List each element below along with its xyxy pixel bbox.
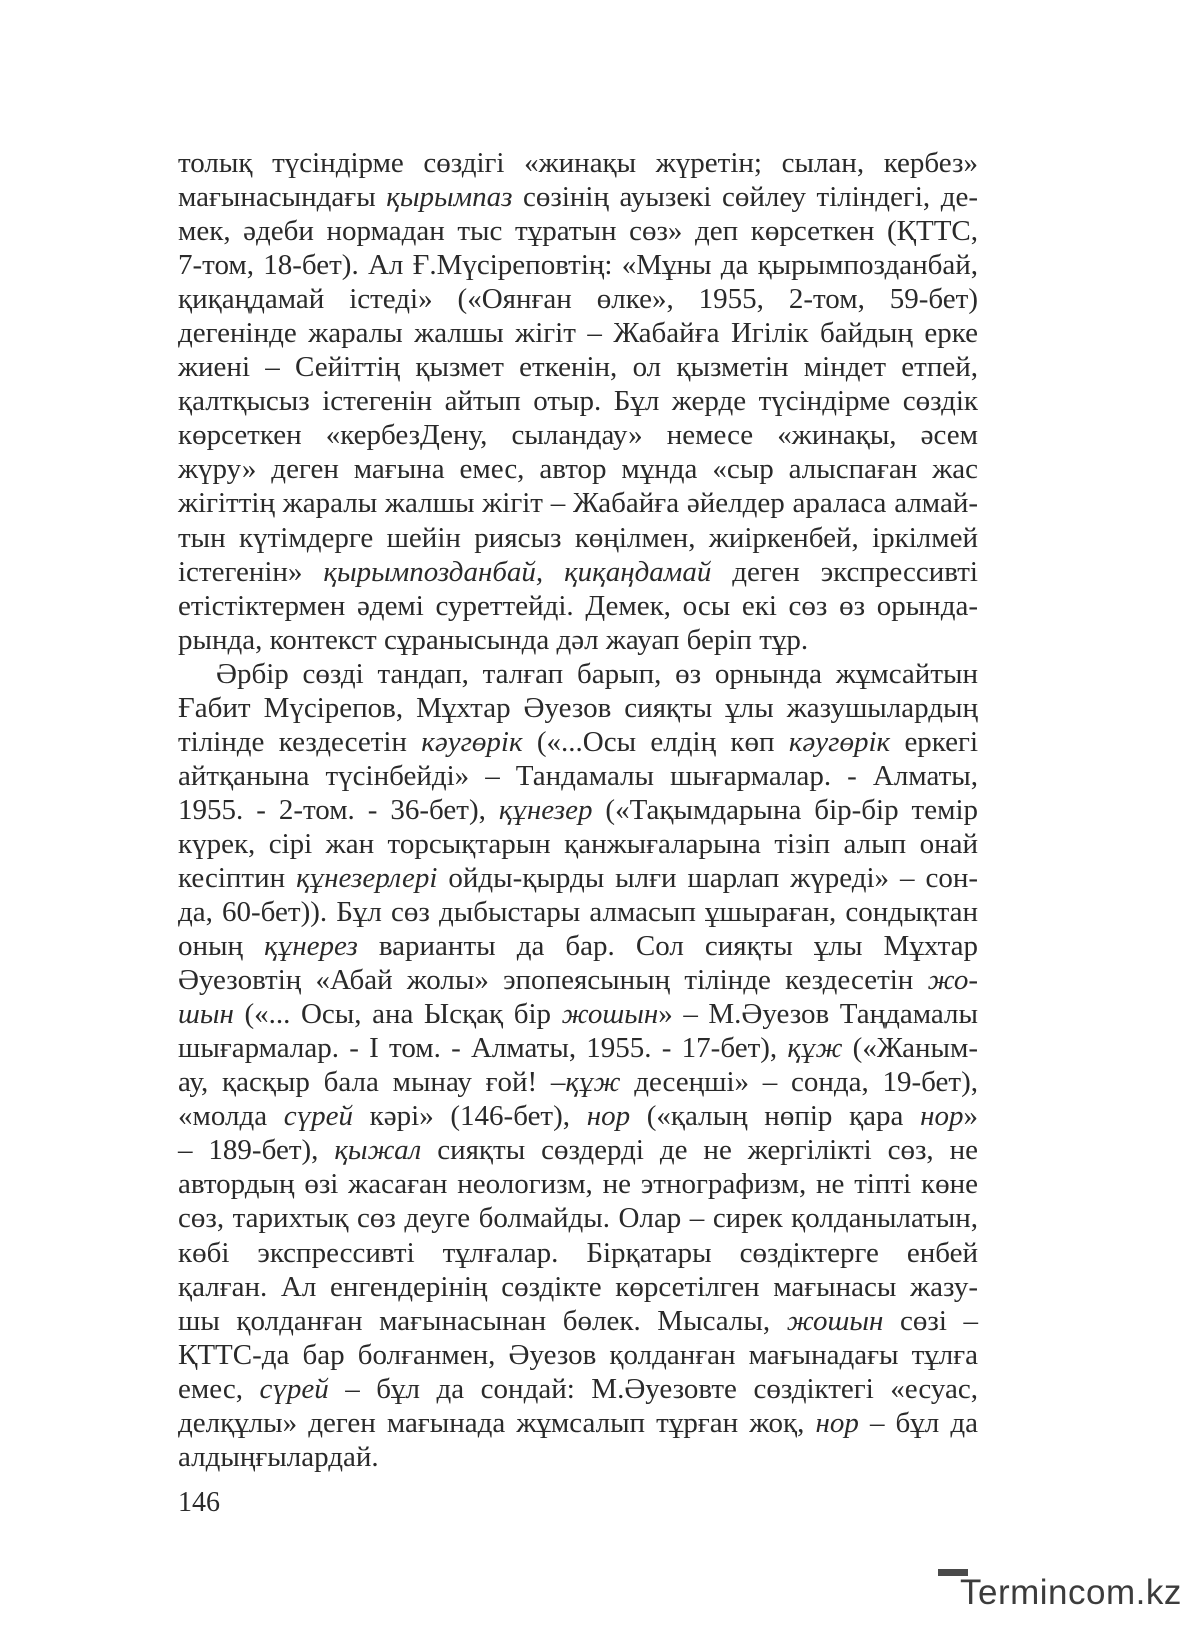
text-segment: етістіктермен әдемі суреттейді. Демек, осы екі сөз өз орында- (178, 589, 978, 622)
text-line (178, 623, 978, 657)
text-line (178, 1167, 978, 1201)
text-line (178, 759, 978, 793)
text-segment: ау, қасқыр бала мынау ғой! – (178, 1066, 566, 1099)
italic-term: құж (787, 1032, 843, 1065)
text-segment: Әрбір сөзді тандап, талғап барып, өз орнында жұмсайтын (216, 657, 978, 690)
text-segment: кәрі» (146-бет), (353, 1100, 587, 1133)
site-watermark (938, 1565, 1182, 1617)
text-line (178, 486, 978, 520)
italic-term: кәугөрік (421, 725, 523, 758)
text-segment: («қалың нөпір қара (630, 1100, 921, 1133)
text-segment: делқұлы» деген мағынада жұмсалып тұрған жоқ, (178, 1406, 816, 1439)
text-line (178, 1372, 978, 1406)
italic-term: сүрей (259, 1372, 329, 1405)
text-segment: тілінде кездесетін (178, 725, 422, 758)
italic-term: қырымпаз (386, 181, 513, 214)
text-segment: мағынасындағы (178, 181, 387, 214)
text-segment: – бұл да сондай: М.Әуезовте сөздіктегі «есуас, (328, 1372, 978, 1405)
text-segment: («...Осы елдің көп (522, 725, 789, 758)
text-segment: – 189-бет), (178, 1134, 335, 1167)
text-line (178, 214, 978, 248)
text-line (178, 793, 978, 827)
text-line (178, 555, 978, 589)
text-segment: істегенін» (178, 555, 324, 588)
page-number: 146 (178, 1487, 220, 1518)
italic-term: қырымпозданбай, қиқаңдамай (323, 555, 712, 588)
text-line (178, 963, 978, 997)
text-line (178, 316, 978, 350)
italic-term: жошын (561, 998, 659, 1031)
text-line (178, 691, 978, 725)
text-segment: 1955. - 2-том. - 36-бет), (178, 793, 499, 826)
text-line (178, 1236, 978, 1270)
text-line (178, 861, 978, 895)
text-segment: оның (178, 930, 265, 963)
text-segment: ойды-қырды ылғи шарлап жүреді» – сон- (437, 861, 979, 894)
text-segment: кесіптин (178, 861, 297, 894)
text-segment: алдыңғылардай. (178, 1440, 379, 1473)
italic-term: нор (586, 1100, 631, 1133)
text-line (178, 997, 978, 1031)
text-segment: («Тақымдарына бір-бір темір (592, 793, 978, 826)
text-segment: жүру» деген мағына емес, автор мұнда «сыр алыспаған жас (178, 453, 978, 486)
text-segment: көрсеткен «кербезДену, сыландау» немесе «жинақы, әсем (178, 419, 978, 452)
text-segment: тын күтімдерге шейін риясыз көңілмен, жиіркенбей, іркілмей (178, 521, 978, 554)
text-line (178, 1270, 978, 1304)
text-segment: да, 60-бет)). Бұл сөз дыбыстары алмасып ұшыраған, сондықтан (178, 896, 978, 929)
text-line (178, 1065, 978, 1099)
text-segment: қиқаңдамай істеді» («Оянған өлке», 1955, 2-том, 59-бет) (178, 283, 978, 316)
text-segment: Ғабит Мүсірепов, Мұхтар Әуезов сияқты ұлы жазушылардың (178, 691, 978, 724)
text-segment: көбі экспрессивті тұлғалар. Бірқатары сөздіктерге енбей (178, 1236, 978, 1269)
text-segment: 7-том, 18-бет). Ал Ғ.Мүсіреповтің: «Мұны да қырымпозданбай, (178, 249, 978, 282)
text-line (178, 1099, 978, 1133)
text-segment: шығармалар. - І том. - Алматы, 1955. - 17-бет), (178, 1032, 788, 1065)
text-segment: варианты да бар. Сол сияқты ұлы Мұхтар (357, 930, 978, 963)
text-line (178, 521, 978, 555)
text-segment: » – М.Әуезов Таңдамалы (658, 998, 978, 1031)
text-line (178, 1338, 978, 1372)
text-line (178, 418, 978, 452)
text-line (178, 1031, 978, 1065)
text-line (178, 1201, 978, 1235)
text-line (178, 180, 978, 214)
italic-term: жошын (786, 1304, 884, 1337)
text-segment: сөзінің ауызекі сөйлеу тіліндегі, де- (512, 181, 978, 214)
italic-term: қыжал (334, 1134, 422, 1167)
text-segment: күрек, сірі жан торсықтарын қанжығаларына тізіп алып онай (178, 827, 978, 860)
watermark-text: Termincom.kz (960, 1573, 1182, 1612)
text-segment: » (963, 1100, 978, 1133)
text-line (178, 929, 978, 963)
italic-term: құж (565, 1066, 621, 1099)
text-line (178, 1304, 978, 1338)
text-line (178, 657, 978, 691)
text-line (178, 1133, 978, 1167)
text-segment: жиені – Сейіттің қызмет еткенін, ол қызметін міндет етпей, (178, 351, 978, 384)
text-segment: дегенінде жаралы жалшы жігіт – Жабайға Игілік байдың ерке (178, 317, 978, 350)
text-segment: шы қолданған мағынасынан бөлек. Мысалы, (178, 1304, 787, 1337)
text-line (178, 384, 978, 418)
italic-term: құнерез (264, 930, 358, 963)
text-line (178, 725, 978, 759)
text-segment: «молда (178, 1100, 284, 1133)
italic-term: құнезер (498, 793, 593, 826)
text-segment: сөзі – (883, 1304, 978, 1337)
text-line (178, 452, 978, 486)
italic-term: нор (815, 1406, 859, 1439)
text-segment: рында, контекст сұранысында дәл жауап беріп тұр. (178, 623, 809, 656)
text-line (178, 589, 978, 623)
text-segment: жігіттің жаралы жалшы жігіт – Жабайға әйелдер араласа алмай- (178, 487, 978, 520)
text-line (178, 248, 978, 282)
text-segment: қалған. Ал енгендерінің сөздікте көрсетілген мағынасы жазу- (178, 1270, 978, 1303)
text-segment: емес, (178, 1372, 260, 1405)
text-segment: ҚТТС-да бар болғанмен, Әуезов қолданған мағынадағы тұлға (178, 1338, 978, 1371)
italic-term: шын (178, 998, 234, 1031)
text-line (178, 1440, 978, 1474)
text-segment: Әуезовтің «Абай жолы» эпопеясының тілінде кездесетін (178, 964, 928, 997)
italic-term: нор (920, 1100, 964, 1133)
text-line (178, 146, 978, 180)
italic-term: құнезерлері (296, 861, 438, 894)
text-segment: деген экспрессивті (711, 555, 978, 588)
page-text (178, 146, 978, 1474)
text-segment: толық түсіндірме сөздігі «жинақы жүретін; сылан, кербез» (178, 147, 978, 179)
text-line (178, 827, 978, 861)
text-line (178, 895, 978, 929)
text-line (178, 350, 978, 384)
text-segment: сөз, тарихтық сөз деуге болмайды. Олар – сирек қолданылатын, (178, 1202, 978, 1235)
text-segment: мек, әдеби нормадан тыс тұратын сөз» деп көрсеткен (ҚТТС, (178, 215, 978, 248)
text-line (178, 1406, 978, 1440)
italic-term: кәугөрік (788, 725, 891, 758)
text-segment: – бұл да (858, 1406, 978, 1439)
text-line (178, 282, 978, 316)
text-segment: сияқты сөздерді де не жергілікті сөз, не (421, 1134, 978, 1167)
text-segment: автордың өзі жасаған неологизм, не этнографизм, не тіпті көне (178, 1168, 978, 1201)
text-segment: қалтқысыз істегенін айтып отыр. Бұл жерде түсіндірме сөздік (178, 385, 978, 418)
text-segment: («Жаным- (842, 1032, 978, 1065)
text-segment: еркегі (890, 725, 978, 758)
text-segment: айтқанына түсінбейді» – Тандамалы шығармалар. - Алматы, (178, 759, 978, 792)
italic-term: жо- (927, 964, 978, 997)
italic-term: сүрей (283, 1100, 353, 1133)
text-segment: десеңші» – сонда, 19-бет), (620, 1066, 979, 1099)
text-segment: («... Осы, ана Ысқақ бір (233, 998, 562, 1031)
